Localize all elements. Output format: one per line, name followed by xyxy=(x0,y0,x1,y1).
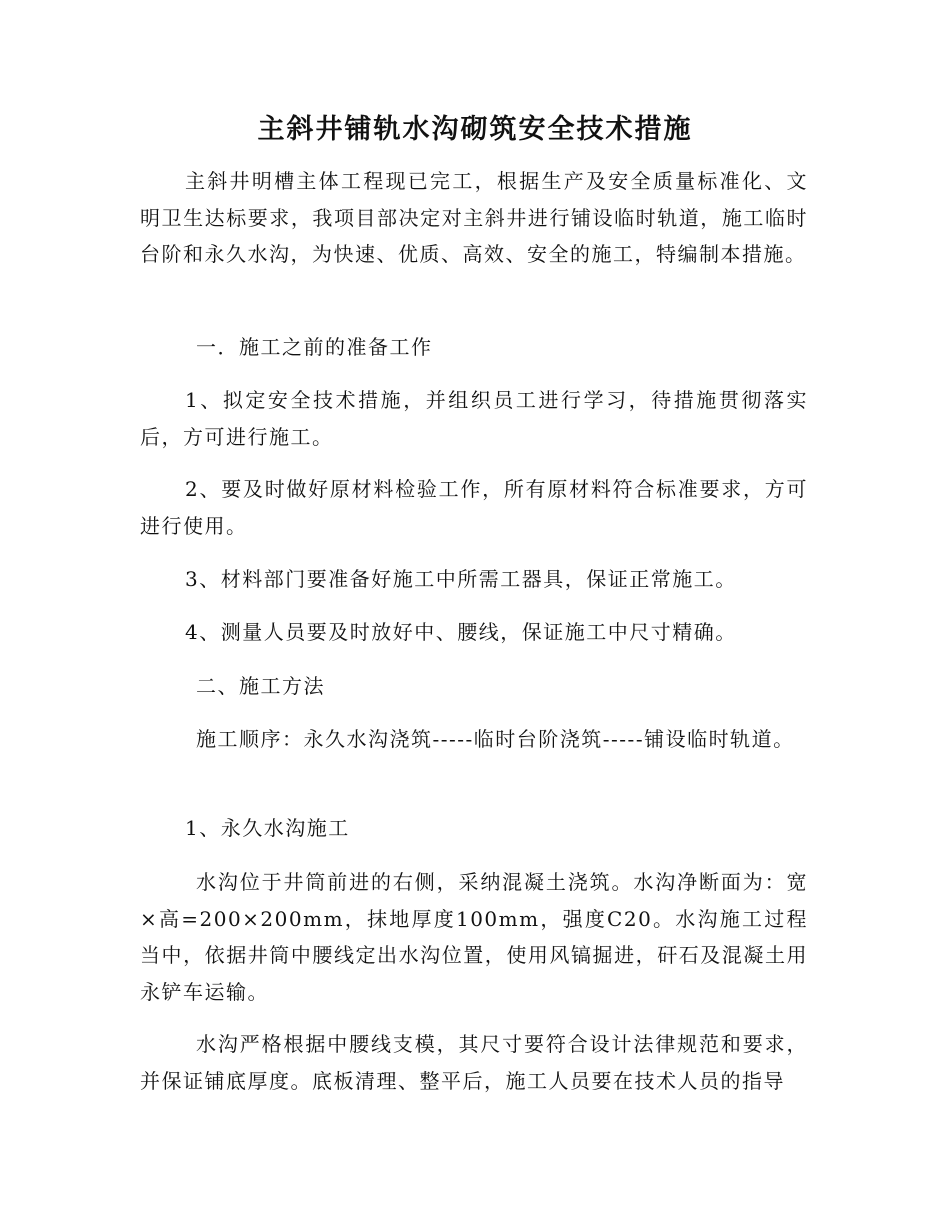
construction-sequence: 施工顺序：永久水沟浇筑-----临时台阶浇筑-----铺设临时轨道。 xyxy=(196,727,795,751)
prep-item-3: 3、材料部门要准备好施工中所需工器具，保证正常施工。 xyxy=(185,567,737,591)
ditch-paragraph-1: 水沟位于井筒前进的右侧，采纳混凝土浇筑。水沟净断面为：宽×高=200×200mm，抹地厚度100mm，强度C20。水沟施工过程当中，依据井筒中腰线定出水沟位置，使用风镐掘进，矸石及混凝土用永铲车运输。 xyxy=(140,870,808,1004)
prep-item-2: 2、要及时做好原材料检验工作，所有原材料符合标准要求，方可进行使用。 xyxy=(140,477,808,538)
intro-paragraph: 主斜井明槽主体工程现已完工，根据生产及安全质量标准化、文明卫生达标要求，我项目部决定对主斜井进行铺设临时轨道，施工临时台阶和永久水沟，为快速、优质、高效、安全的施工，特编制本措施。 xyxy=(140,169,808,266)
prep-item-4: 4、测量人员要及时放好中、腰线，保证施工中尺寸精确。 xyxy=(185,620,737,644)
subsection-heading-ditch: 1、永久水沟施工 xyxy=(185,816,350,840)
section-heading-preparation: 一．施工之前的准备工作 xyxy=(196,335,433,359)
section-heading-methods: 二、施工方法 xyxy=(196,674,325,698)
document-title: 主斜井铺轨水沟砌筑安全技术措施 xyxy=(257,114,693,145)
ditch-paragraph-2: 水沟严格根据中腰线支模，其尺寸要符合设计法律规范和要求，并保证铺底厚度。底板清理、整平后，施工人员要在技术人员的指导 xyxy=(140,1032,808,1093)
prep-item-1: 1、拟定安全技术措施，并组织员工进行学习，待措施贯彻落实后，方可进行施工。 xyxy=(140,388,808,449)
